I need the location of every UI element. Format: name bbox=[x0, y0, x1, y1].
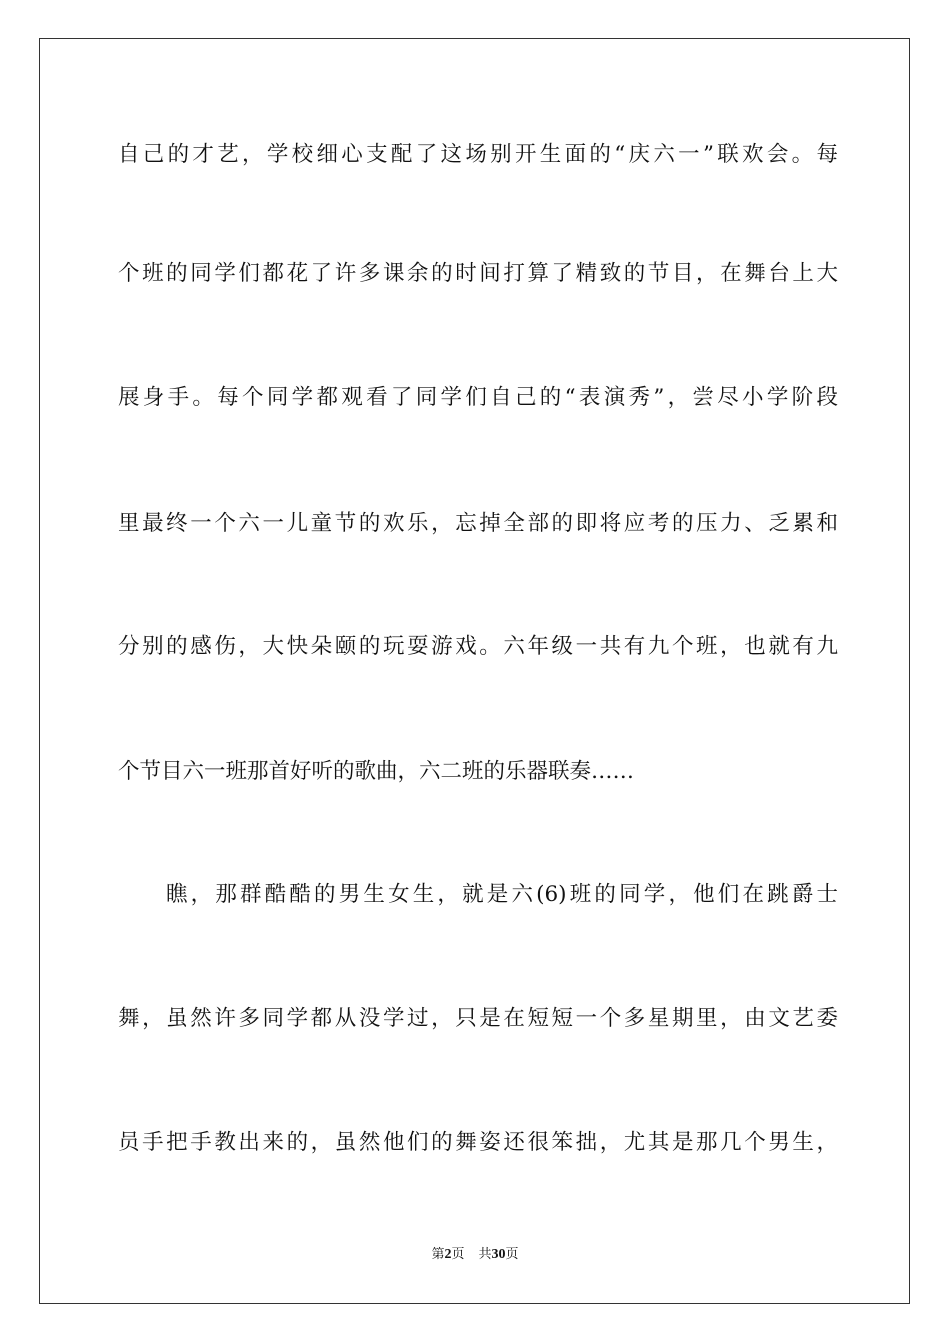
paragraph-1-line-2: 个班的同学们都花了许多课余的时间打算了精致的节目，在舞台上大 bbox=[118, 261, 838, 286]
page-footer bbox=[0, 1246, 950, 1264]
paragraph-2-line-3: 员手把手教出来的，虽然他们的舞姿还很笨拙，尤其是那几个男生， bbox=[118, 1130, 838, 1155]
footer-page-number: 2 bbox=[444, 1247, 452, 1262]
paragraph-1-line-3: 展身手。每个同学都观看了同学们自己的“表演秀”，尝尽小学阶段 bbox=[118, 385, 838, 410]
footer-page-suffix: 页 bbox=[451, 1247, 465, 1262]
paragraph-1-line-5: 分别的感伤，大快朵颐的玩耍游戏。六年级一共有九个班，也就有九 bbox=[118, 634, 838, 659]
footer-page-prefix: 第 bbox=[431, 1247, 445, 1262]
paragraph-1-line-4: 里最终一个六一儿童节的欢乐，忘掉全部的即将应考的压力、乏累和 bbox=[118, 511, 838, 536]
footer-total-suffix: 页 bbox=[505, 1247, 519, 1262]
page-border bbox=[39, 38, 910, 1304]
paragraph-2-line-2: 舞，虽然许多同学都从没学过，只是在短短一个多星期里，由文艺委 bbox=[118, 1006, 838, 1031]
paragraph-1-line-1: 自己的才艺，学校细心支配了这场别开生面的“庆六一”联欢会。每 bbox=[118, 142, 838, 167]
paragraph-2-line-1: 瞧，那群酷酷的男生女生，就是六(6)班的同学，他们在跳爵士 bbox=[166, 882, 838, 907]
footer-total-prefix: 共 bbox=[478, 1247, 492, 1262]
footer-total-pages: 30 bbox=[491, 1247, 506, 1262]
paragraph-1-line-6: 个节目六一班那首好听的歌曲，六二班的乐器联奏…… bbox=[118, 759, 635, 784]
